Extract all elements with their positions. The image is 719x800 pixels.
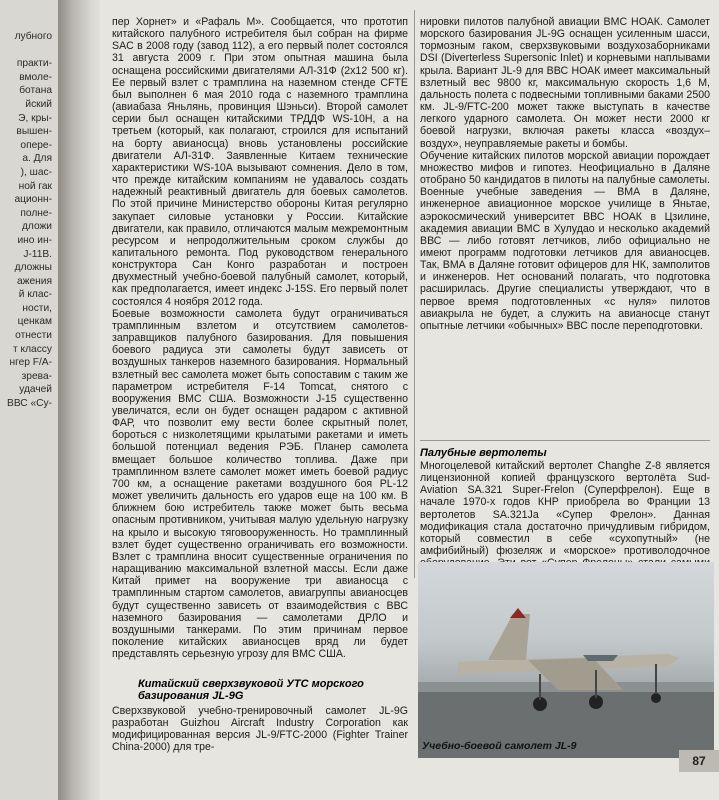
fragment-line: дложны [14,262,52,274]
helicopters-section [420,447,710,459]
fragment-line: нгер F/A- [9,357,52,369]
right-column-text [420,16,710,332]
fragment-line: а. Для [22,153,52,165]
fragment-line: йский [25,98,52,110]
fragment-line: зрева- [21,370,52,382]
fragment-line: ), шас- [20,166,52,178]
paragraph: нировки пилотов палубной авиации ВМС НОАК. Самолет морского базирования JL-9G оснащен усиленным шасси, тормозным гаком, сверхзвуковыми воздухозаборниками DSI (Diverterless Supersonic Inlet) и корневыми наплывами крыла. Вариант JL-9 для ВВС НОАК имеет максимальный взлетный вес 9800 кг, максимальную скорость 1,6 М, дальность полета с подвесными топливными баками 2500 км. JL-9/FTC-200 может также выступать в качестве легкого ударного самолета. Он может нести 2000 кг боевой нагрузки, включая ракеты класса «воздух–воздух», неуправляемые ракеты и бомбы. [420,16,710,150]
fragment-line: й клас- [18,289,52,301]
fragment-line: дложи [21,221,52,233]
paragraph: Многоцелевой китайский вертолет Changhe Z-8 является лицензионной копией французского вертолёта Sud-Aviation SA.321 Super-Frelon (Суперфрелон). Еще в начале 1970-х годов КНР приобрела во Франции 13 вертолетов SA.321Ja «Супер Фрелон». Данная модификация стала достаточно причудливым гибридом, который совместил в себе «сухопутный» (не амфибийный) фюзеляж и «морское» противолодочное [420,460,710,558]
column-divider [414,10,415,578]
page-number: 87 [679,750,719,772]
section-divider [420,440,710,441]
jl9g-section [138,678,388,703]
fragment-line: ационн- [14,194,52,206]
fragment-line: т классу [13,343,52,355]
fragment-line: вышен- [16,126,52,138]
previous-page-text-fragments [0,30,52,411]
fragment-line: ной гак [18,180,52,192]
fragment-line: вмоле- [19,71,52,83]
left-column-text [112,16,408,660]
fragment-line: лубного [14,31,52,42]
jl9g-intro-text [112,705,408,754]
section-heading-helicopters: Палубные вертолеты [420,447,547,459]
fragment-line [0,44,52,58]
fragment-line: ботана [19,85,52,97]
paragraph: Сверхзвуковой учебно-тренировочный самолет JL-9G разработан Guizhou Aircraft Industry Corporation как модифицированная версия JL-9/FTC-2000 (Fighter Trainer China-2000) для тре- [112,705,408,754]
page-87 [100,0,719,800]
section-heading-jl9g: Китайский сверхзвуковой УТС морского базирования JL-9G [138,678,364,703]
fragment-line: ценкам [17,316,52,328]
paragraph: пер Хорнет» и «Рафаль М». Сообщается, что прототип китайского палубного истребителя был собран на фирме SAC в 2008 году (завод 112), а его первый полет состоялся 31 августа 2009 г. При этом опытная машина была оснащена российскими двигателями АЛ-31Ф (2х12 500 кг). Ее первый взлет с трамплина на наземном стенде CFTE был выполнен 6 мая 2010 года с наземного трамплина (авиабаза Яньлянь, провинция Шэньси). Второй самолет серии был оснащен китайскими ТРДДФ WS-10H, а на третьем (который, как полагают, строился для испытаний на борту авианосца) вновь установлены российские двигатели АЛ-31Ф. Заявленные Китаем технические характеристики WS-10A вызывают сомнения. Дело в том, что прежде китайским компаниям не удавалось создать надежный реактивный двигатель для боевых самолетов. По этой причине Министерство обороны Китая регулярно закупает силовые установки у России. Китайские двигатели, как правило, отличаются малым межремонтным ресурсом и непродолжительным сроком службы до капитального ремонта. Под руководством генерального конструктора Сан Конго разработан и построен двухместный учебно-боевой палубный самолет, который, как предполагается, имеет индекс J-15S. Его первый полет состоялся 4 ноября 2012 года. [112,16,408,308]
fragment-line: опере- [20,139,52,151]
fragment-line: ВВС «Су- [7,398,52,410]
fragment-line: ино ин- [17,234,52,246]
paragraph: Боевые возможности самолета будут ограничиваться трамплинным взлетом и отсутствием самолетов-заправщиков палубного базирования. Для повышения боевого радиуса эти самолеты будут зависеть от воздушных танкеров наземного базирования. Нормальный взлетный вес самолета может быть сопоставим с таким же параметром истребителя F-14 Tomcat, снятого с вооружения ВМС США. Возможности J-15 существенно увеличатся, если он будет оснащен радаром с активной ФАР, что позволит ему вести более скрытный полет, бороться с низколетящими крылатыми ракетами и иметь большой потенциал ведения РЭБ. Планер самолета вмещает большое количество топлива. Даже при трамплинном взлете самолет может иметь боевой радиус 700 км, а оснащение ракетами воздушного боя PL-12 может увеличить дальность его ударов еще на 100 км. В ближнем бою истребитель также может быть весьма опасным противником, учитывая малую удельную нагрузку на крыло и высокую тяговооруженность. Но трамплинный взлет будет существенно ограничивать его возможности. Взлет с трамплина вносит существенные ограничения по наращиванию максимальной взлетной массы. Если даже Китай примет на вооружение три авианосца с трамплинным стартом самолетов, авиагруппы авианосцев будут существенно зависеть от взаимодействия с ВВС наземного базирования — самолетами ДРЛО и воздушными танкерами. По этим причинам первое поколение китайских авианосцев вряд ли будет представлять серьезную угрозу для ВМС США. [112,307,408,661]
fragment-line: полне- [20,207,52,219]
fragment-line: J-11B. [23,248,52,260]
fragment-line: ности, [22,302,52,314]
fragment-line: Э, кры- [18,112,52,124]
jl9-aircraft-photo [418,562,714,758]
fragment-line: ажения [17,275,52,287]
fragment-line: удачей [19,384,52,396]
fragment-line: практи- [16,58,52,70]
previous-page-edge [0,0,58,800]
paragraph: Обучение китайских пилотов морской авиации порождает множество мифов и гипотез. Неофициально в Даляне отобрано 50 кандидатов в пилоты на палубные самолеты. Военные учебные заведения — ВМА в Даляне, инженерное авиационное морское училище в Яньтае, аэрокосмический университет ВВС НОАК в Цзилине, академия авиации ВМС в Хулудао и несколько академий ВВС — либо готовят летчиков, либо официально не имеют программ подготовки летчиков для авианосцев. Так, ВМА в Даляне готовит офицеров для НК, замполитов и инженеров. Нет оснований полагать, что подготовка расширилась. Другие специалисты утверждают, что в первое время подготовленных «с нуля» пилотов авиакрыла не будет, а служить на авианосце станут опытные летчики «обычных» ВВС после переподготовки. [420,149,710,332]
fragment-line: отнести [15,330,52,342]
photo-caption: Учебно-боевой самолет JL-9 [422,740,577,752]
jet-illustration [418,562,714,758]
